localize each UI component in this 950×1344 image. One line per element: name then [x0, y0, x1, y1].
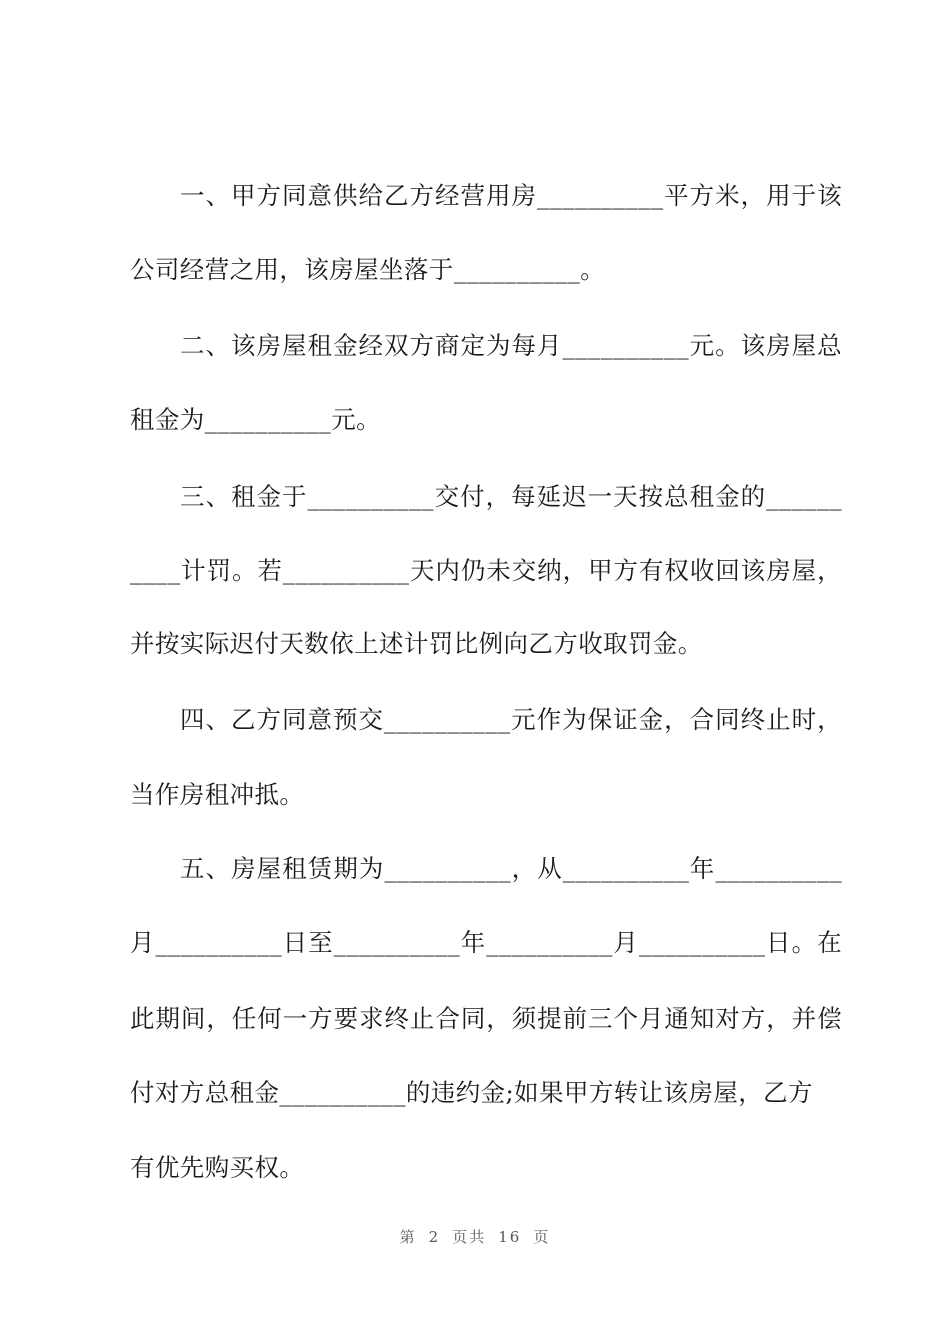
clause-5-line-2: 月__________日至__________年__________月__________日。在: [130, 928, 842, 957]
clause-5-line-1: 五、房屋租赁期为__________，从__________年__________: [180, 854, 842, 883]
clause-5-line-5: 有优先购买权。: [130, 1153, 305, 1182]
page-footer: [0, 1226, 950, 1247]
clause-2-line-2: 租金为__________元。: [130, 405, 381, 434]
footer-prefix: 第: [399, 1228, 417, 1246]
footer-suffix: 页: [533, 1228, 551, 1246]
clause-1-line-1: 一、甲方同意供给乙方经营用房__________平方米，用于该: [180, 181, 842, 210]
footer-mid: 页共: [452, 1228, 487, 1246]
clause-1-line-2: 公司经营之用，该房屋坐落于__________。: [130, 255, 606, 284]
clause-4-line-2: 当作房租冲抵。: [130, 780, 305, 809]
clause-5-line-4: 付对方总租金__________的违约金;如果甲方转让该房屋，乙方: [130, 1078, 813, 1107]
clause-5-line-3: 此期间，任何一方要求终止合同，须提前三个月通知对方，并偿: [130, 1004, 842, 1033]
clause-3-line-3: 并按实际迟付天数依上述计罚比例向乙方收取罚金。: [130, 629, 703, 658]
clause-3-line-1: 三、租金于__________交付，每延迟一天按总租金的______: [180, 482, 842, 511]
clause-3-line-2: ____计罚。若__________天内仍未交纳，甲方有权收回该房屋，: [130, 556, 842, 585]
footer-page-number: 2: [428, 1228, 441, 1246]
footer-total-pages: 16: [498, 1228, 522, 1246]
clause-2-line-1: 二、该房屋租金经双方商定为每月__________元。该房屋总: [180, 331, 842, 360]
clause-4-line-1: 四、乙方同意预交__________元作为保证金，合同终止时，: [180, 705, 842, 734]
